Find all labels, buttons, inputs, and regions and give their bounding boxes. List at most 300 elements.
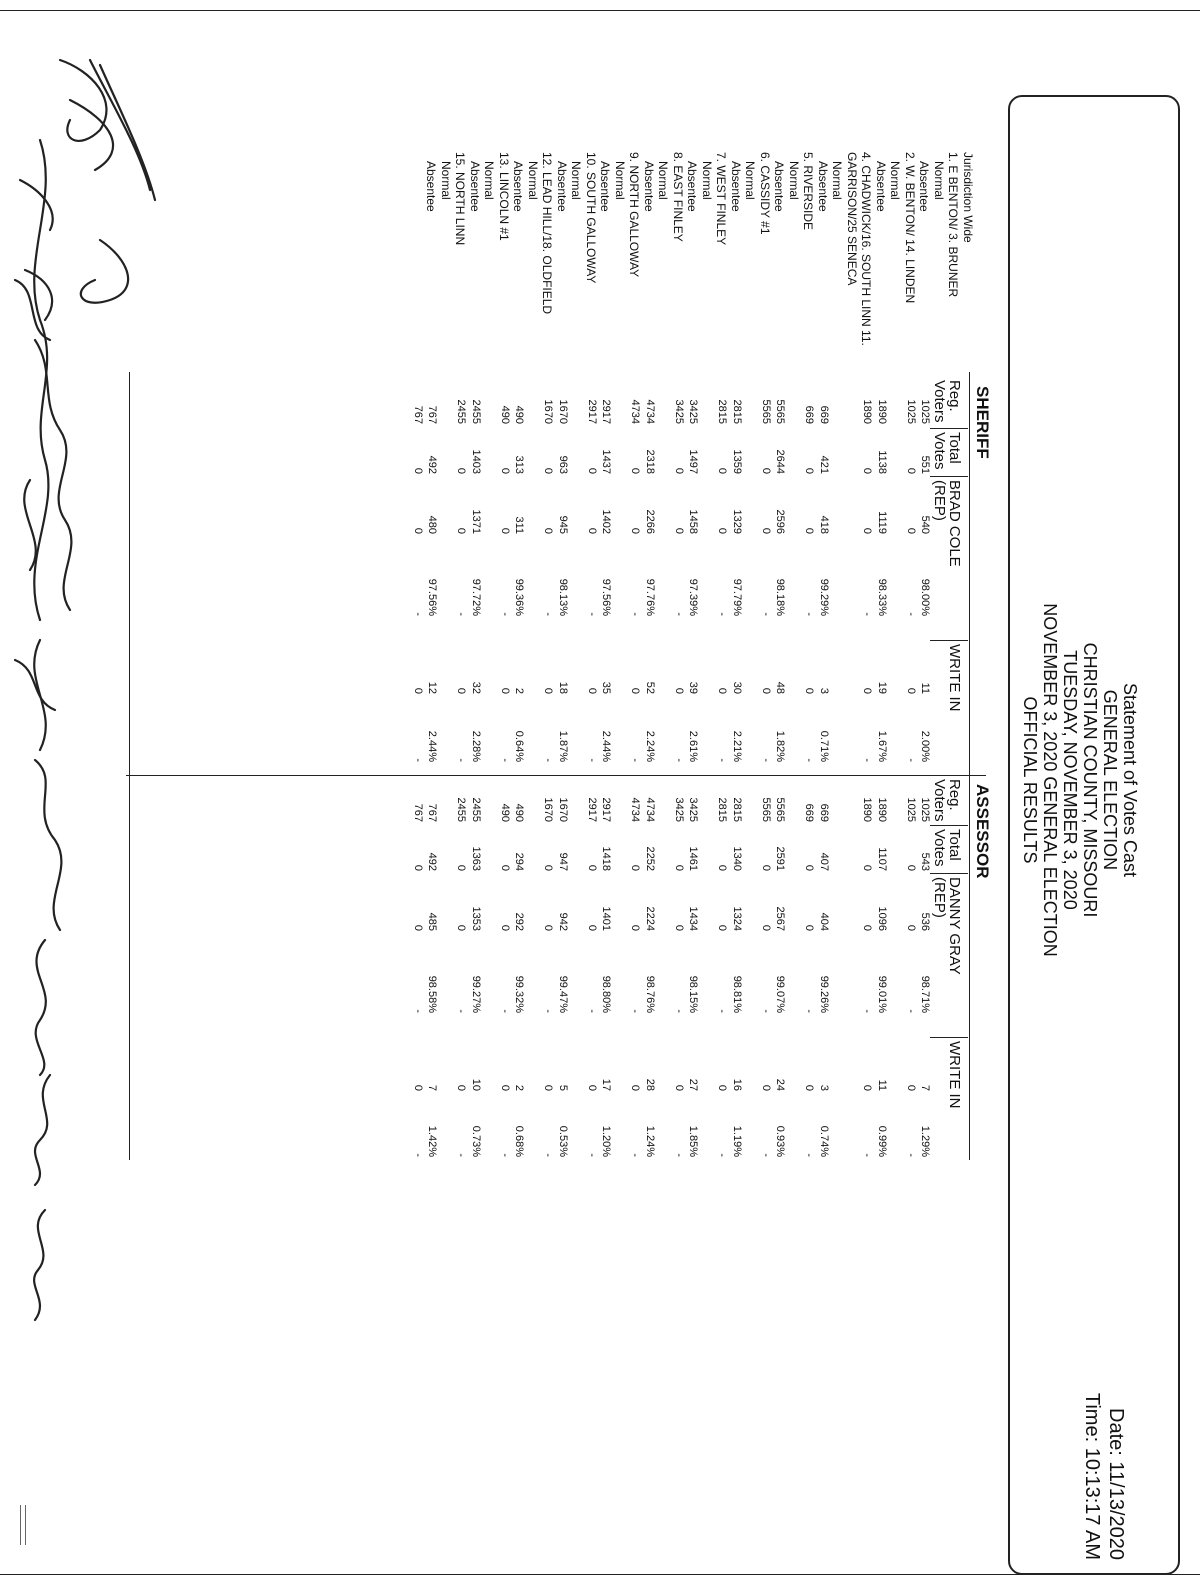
vote-cell: 4734 <box>629 399 642 424</box>
vote-cell: 2917 <box>600 797 613 822</box>
vote-cell: 0 <box>542 687 555 694</box>
sheriff-total-header: Total Votes <box>931 432 963 470</box>
vote-cell: 1025 <box>905 399 917 424</box>
vote-cell: 97.56% <box>600 578 613 616</box>
assessor-reg-header: Reg. Voters <box>931 779 963 822</box>
sheriff-total-votes-column <box>411 430 948 474</box>
vote-cell: 98.71% <box>919 975 932 1013</box>
precinct-spacer <box>527 827 542 871</box>
vote-cell: 0.64% <box>513 730 526 762</box>
vote-cell: 294 <box>513 852 526 871</box>
precinct-spacer <box>744 1039 759 1091</box>
vote-cell: 2.28% <box>470 730 482 762</box>
vote-cell: - <box>803 1009 816 1013</box>
vote-cell: 2644 <box>774 449 787 474</box>
vote-cell: - <box>586 1009 598 1013</box>
precinct-spacer <box>440 770 455 822</box>
precinct-name: 1. E BENTON/ 3. BRUNER <box>946 152 961 298</box>
assessor-writein-header: WRITE IN <box>946 1041 963 1109</box>
vote-cell: 1.24% <box>644 1125 656 1157</box>
vote-cell: 0 <box>803 864 816 871</box>
precinct-spacer <box>614 875 629 931</box>
vote-cell: 5565 <box>760 399 772 424</box>
vote-cell: 0 <box>861 924 874 931</box>
precinct-spacer <box>657 933 672 1013</box>
vote-cell: 0 <box>716 924 729 931</box>
precinct-spacer <box>614 430 629 474</box>
vote-cell: 0 <box>412 527 424 534</box>
precinct-spacer <box>483 827 498 871</box>
precinct-spacer <box>788 933 803 1013</box>
vote-cell: 97.79% <box>731 578 743 616</box>
vote-cell: 2815 <box>716 399 729 424</box>
precinct-spacer <box>701 696 716 762</box>
vote-cell: 2 <box>513 687 526 694</box>
vote-cell: 0 <box>542 924 555 931</box>
vote-cell: 0 <box>803 467 816 474</box>
sheriff-reg-voters-column <box>411 372 948 424</box>
signature-stroke <box>34 1210 45 1320</box>
vote-cell: 0 <box>760 924 772 931</box>
precinct-spacer <box>657 372 672 424</box>
vote-cell: 1107 <box>876 847 888 871</box>
vote-cell: 1096 <box>876 906 888 931</box>
sheriff-writein-pct-column <box>411 696 948 762</box>
vote-cell: 292 <box>513 912 526 931</box>
vote-cell: 0 <box>673 527 685 534</box>
precinct-spacer <box>933 478 948 534</box>
precinct-spacer <box>788 478 803 534</box>
vote-cell: 1458 <box>687 509 700 534</box>
precinct-spacer <box>440 1093 455 1157</box>
vote-cell: 0.53% <box>557 1125 569 1157</box>
vote-cell: 669 <box>803 803 816 822</box>
vote-cell: - <box>861 758 874 762</box>
vote-cell: - <box>716 1153 729 1157</box>
vote-cell: 947 <box>557 852 569 871</box>
vote-cell: 98.18% <box>774 578 787 616</box>
vote-cell: 0.73% <box>470 1125 482 1157</box>
precinct-spacer <box>614 696 629 762</box>
vote-cell: 7 <box>919 1084 932 1091</box>
vote-cell: 0 <box>716 527 729 534</box>
col-divider <box>930 428 968 429</box>
vote-cell: 2917 <box>586 399 598 424</box>
precinct-spacer <box>657 827 672 871</box>
ballot-type-label: Normal <box>743 161 758 200</box>
vote-cell: - <box>760 1009 772 1013</box>
ballot-type-label: Normal <box>787 161 801 200</box>
vote-cell: 0 <box>499 687 511 694</box>
vote-cell: 1025 <box>919 797 932 822</box>
precinct-spacer <box>440 372 455 424</box>
report-time: Time: 10:13:17 AM <box>1081 1392 1103 1560</box>
precinct-spacer <box>933 696 948 762</box>
vote-cell: 1353 <box>470 906 482 931</box>
precinct-name: 5. RIVERSIDE <box>801 152 816 231</box>
vote-cell: 2815 <box>716 797 729 822</box>
vote-cell: 2252 <box>644 846 656 871</box>
precinct-spacer <box>657 875 672 931</box>
vote-cell: 0 <box>586 687 598 694</box>
vote-cell: 98.00% <box>919 578 932 616</box>
ballot-type-label: Absentee <box>511 161 526 212</box>
vote-cell: - <box>716 1009 729 1013</box>
vote-cell: 97.56% <box>426 578 439 616</box>
signature-stroke <box>24 480 46 750</box>
jurisdiction-header: Jurisdiction Wide <box>961 152 975 243</box>
vote-cell: 2567 <box>774 906 787 931</box>
precinct-spacer <box>657 478 672 534</box>
precinct-spacer <box>440 478 455 534</box>
precinct-spacer <box>657 536 672 616</box>
vote-cell: 1324 <box>731 906 743 931</box>
vote-cell: 7 <box>426 1084 439 1091</box>
precinct-spacer <box>527 430 542 474</box>
precinct-spacer <box>744 536 759 616</box>
precinct-spacer <box>831 933 860 1013</box>
vote-cell: 0 <box>760 527 772 534</box>
precinct-spacer <box>483 933 498 1013</box>
precinct-spacer <box>527 642 542 694</box>
precinct-spacer <box>440 696 455 762</box>
assessor-writein-pct-column <box>411 1093 948 1157</box>
vote-cell: 99.01% <box>876 975 888 1013</box>
handwritten-signatures <box>0 40 190 1080</box>
precinct-spacer <box>527 1039 542 1091</box>
col-divider <box>930 640 968 641</box>
vote-cell: 99.29% <box>818 578 830 616</box>
vote-cell: 98.76% <box>644 975 656 1013</box>
vote-cell: 2.24% <box>644 730 656 762</box>
vote-cell: 0 <box>861 687 874 694</box>
ballot-type-label: Normal <box>888 161 903 200</box>
precinct-spacer <box>831 1093 860 1157</box>
precinct-spacer <box>570 827 585 871</box>
sheriff-reg-header: Reg. Voters <box>931 380 963 423</box>
precinct-spacer <box>933 372 948 424</box>
precinct-spacer <box>788 1039 803 1091</box>
precinct-spacer <box>933 827 948 871</box>
vote-cell: 0 <box>455 924 468 931</box>
vote-cell: 1670 <box>557 797 569 822</box>
vote-cell: 48 <box>774 681 787 694</box>
vote-cell: 5565 <box>774 797 787 822</box>
vote-cell: 2.44% <box>426 730 439 762</box>
precinct-name: 8. EAST FINLEY <box>671 152 685 242</box>
vote-cell: - <box>905 612 917 616</box>
precinct-spacer <box>440 430 455 474</box>
precinct-spacer <box>933 933 948 1013</box>
vote-cell: 669 <box>818 405 830 424</box>
vote-cell: - <box>412 1153 424 1157</box>
precinct-spacer <box>614 1039 629 1091</box>
vote-cell: 1890 <box>861 399 874 424</box>
vote-cell: - <box>542 1153 555 1157</box>
ballot-type-label: Absentee <box>729 161 743 212</box>
precinct-name: 12. LEAD HILL/18. OLDFIELD <box>540 152 555 315</box>
precinct-spacer <box>744 1093 759 1157</box>
vote-cell: - <box>629 1153 642 1157</box>
precinct-spacer <box>614 770 629 822</box>
precinct-spacer <box>440 1039 455 1091</box>
vote-cell: 1138 <box>876 450 888 474</box>
vote-cell: 99.26% <box>818 975 830 1013</box>
vote-cell: 669 <box>803 405 816 424</box>
col-divider <box>930 1037 968 1038</box>
vote-cell: 0 <box>905 467 917 474</box>
precinct-spacer <box>527 875 542 931</box>
election-date: TUESDAY, NOVEMBER 3, 2020 <box>1060 650 1080 910</box>
vote-cell: 313 <box>513 455 526 474</box>
precinct-spacer <box>527 1093 542 1157</box>
precinct-spacer <box>527 372 542 424</box>
vote-cell: 490 <box>513 803 526 822</box>
col-divider <box>930 873 968 874</box>
precinct-spacer <box>788 372 803 424</box>
precinct-spacer <box>483 478 498 534</box>
vote-cell: 0 <box>586 1084 598 1091</box>
vote-cell: 0 <box>499 527 511 534</box>
precinct-spacer <box>831 536 860 616</box>
vote-cell: 2596 <box>774 509 787 534</box>
vote-cell: 0 <box>673 1084 685 1091</box>
vote-cell: 1461 <box>687 846 700 871</box>
vote-cell: 0 <box>716 687 729 694</box>
vote-cell: 98.15% <box>687 975 700 1013</box>
vote-cell: 1329 <box>731 509 743 534</box>
vote-cell: 0 <box>673 924 685 931</box>
vote-cell: 1119 <box>876 511 888 534</box>
precinct-spacer <box>440 827 455 871</box>
vote-cell: 39 <box>687 681 700 694</box>
vote-cell: 0 <box>455 527 468 534</box>
vote-cell: 0.68% <box>513 1125 526 1157</box>
vote-cell: 99.27% <box>470 975 482 1013</box>
precinct-name: 4. CHADWICK/16. SOUTH LINN 11. GARRISON/25 SENECA <box>845 152 874 346</box>
vote-cell: - <box>803 758 816 762</box>
header-rule <box>969 372 970 1160</box>
vote-cell: 0 <box>760 467 772 474</box>
vote-cell: 0 <box>905 924 917 931</box>
precinct-spacer <box>570 430 585 474</box>
vote-cell: - <box>760 1153 772 1157</box>
vote-cell: 97.72% <box>470 578 482 616</box>
vote-cell: - <box>412 1009 424 1013</box>
precinct-spacer <box>889 536 904 616</box>
precinct-name: 2. W. BENTON/ 14. LINDEN <box>903 152 917 304</box>
vote-cell: 99.36% <box>513 578 526 616</box>
vote-cell: 492 <box>426 455 439 474</box>
precinct-spacer <box>483 875 498 931</box>
vote-cell: 0 <box>673 864 685 871</box>
sheriff-writein-votes-column <box>411 642 948 694</box>
precinct-spacer <box>701 933 716 1013</box>
vote-cell: - <box>629 612 642 616</box>
vote-cell: 0 <box>905 1084 917 1091</box>
vote-cell: 98.80% <box>600 975 613 1013</box>
ballot-type-label: Normal <box>526 161 540 200</box>
vote-cell: 2455 <box>470 399 482 424</box>
vote-cell: 52 <box>644 681 656 694</box>
vote-cell: 0 <box>803 924 816 931</box>
vote-cell: 12 <box>426 681 439 694</box>
vote-cell: - <box>629 758 642 762</box>
ballot-type-label: Absentee <box>424 161 439 212</box>
vote-cell: 18 <box>557 681 569 694</box>
vote-cell: 97.76% <box>644 578 656 616</box>
precinct-spacer <box>744 875 759 931</box>
vote-cell: 942 <box>557 912 569 931</box>
vote-cell: 0 <box>542 467 555 474</box>
precinct-spacer <box>744 430 759 474</box>
vote-cell: 0 <box>586 924 598 931</box>
sheriff-candidate-header: BRAD COLE (REP) <box>931 480 963 567</box>
precinct-spacer <box>701 536 716 616</box>
ballot-type-label: Normal <box>613 161 627 200</box>
signature-stroke <box>35 340 71 610</box>
vote-cell: 28 <box>644 1078 656 1091</box>
vote-cell: 1371 <box>470 509 482 534</box>
col-divider <box>930 476 968 477</box>
precinct-spacer <box>570 536 585 616</box>
precinct-spacer <box>933 770 948 822</box>
vote-cell: 32 <box>470 681 482 694</box>
vote-cell: 1.85% <box>687 1125 700 1157</box>
precinct-spacer <box>831 478 860 534</box>
vote-cell: 0 <box>542 1084 555 1091</box>
vote-cell: 0 <box>586 467 598 474</box>
precinct-spacer <box>570 1039 585 1091</box>
vote-cell: 0 <box>760 687 772 694</box>
precinct-spacer <box>570 642 585 694</box>
vote-cell: 2591 <box>774 846 787 871</box>
vote-cell: 0 <box>629 527 642 534</box>
precinct-spacer <box>744 642 759 694</box>
vote-cell: 3425 <box>687 399 700 424</box>
vote-cell: 0 <box>716 864 729 871</box>
vote-cell: 2266 <box>644 509 656 534</box>
vote-cell: - <box>673 1009 685 1013</box>
precinct-spacer <box>483 1039 498 1091</box>
signature-stroke <box>35 1075 50 1185</box>
precinct-spacer <box>933 875 948 931</box>
vote-cell: 3 <box>818 1084 830 1091</box>
vote-cell: 3425 <box>687 797 700 822</box>
vote-cell: 0 <box>861 527 874 534</box>
sheriff-title: SHERIFF <box>973 386 992 459</box>
precinct-name: 10. SOUTH GALLOWAY <box>584 152 598 284</box>
vote-cell: - <box>586 612 598 616</box>
vote-cell: 480 <box>426 515 439 534</box>
vote-cell: 0 <box>455 467 468 474</box>
precinct-spacer <box>788 1093 803 1157</box>
assessor-title: ASSESSOR <box>973 784 992 879</box>
sheriff-writein-header: WRITE IN <box>946 644 963 712</box>
precinct-spacer <box>657 696 672 762</box>
precinct-spacer <box>657 1093 672 1157</box>
vote-cell: 2455 <box>470 797 482 822</box>
precinct-spacer <box>614 536 629 616</box>
precinct-name: 6. CASSIDY #1 <box>758 152 772 235</box>
vote-cell: 17 <box>600 1078 613 1091</box>
precinct-spacer <box>614 478 629 534</box>
precinct-spacer <box>831 372 860 424</box>
ballot-type-label: Normal <box>700 161 714 200</box>
precinct-spacer <box>744 827 759 871</box>
vote-cell: 485 <box>426 912 439 931</box>
precinct-name: 9. NORTH GALLOWAY <box>627 152 642 278</box>
precinct-spacer <box>933 1039 948 1091</box>
vote-cell: 767 <box>412 803 424 822</box>
vote-cell: - <box>586 758 598 762</box>
vote-cell: 3 <box>818 687 830 694</box>
vote-cell: 1670 <box>557 399 569 424</box>
ballot-type-label: Absentee <box>772 161 787 212</box>
vote-cell: 99.47% <box>557 975 569 1013</box>
vote-cell: - <box>760 612 772 616</box>
vote-cell: 1359 <box>731 449 743 474</box>
vote-cell: - <box>673 1153 685 1157</box>
vote-cell: 1403 <box>470 449 482 474</box>
vote-cell: - <box>905 1153 917 1157</box>
ballot-type-label: Normal <box>439 161 453 200</box>
vote-cell: 1.82% <box>774 730 787 762</box>
assessor-candidate-votes-column <box>411 875 948 931</box>
precinct-spacer <box>527 696 542 762</box>
ballot-type-label: Normal <box>569 161 584 200</box>
precinct-spacer <box>483 642 498 694</box>
precinct-spacer <box>933 430 948 474</box>
vote-cell: - <box>499 1153 511 1157</box>
vote-cell: 0 <box>861 864 874 871</box>
vote-cell: - <box>412 758 424 762</box>
vote-cell: 0.71% <box>818 730 830 762</box>
vote-cell: 2815 <box>731 399 743 424</box>
precinct-spacer <box>701 478 716 534</box>
vote-cell: 0 <box>760 1084 772 1091</box>
vote-cell: 98.81% <box>731 975 743 1013</box>
precinct-spacer <box>657 642 672 694</box>
vote-cell: 1437 <box>600 449 613 474</box>
precinct-spacer <box>483 696 498 762</box>
vote-cell: - <box>760 758 772 762</box>
official-results: OFFICIAL RESULTS <box>1020 696 1040 864</box>
vote-cell: 311 <box>513 516 526 534</box>
vote-cell: 5565 <box>760 797 772 822</box>
vote-cell: 2.21% <box>731 730 743 762</box>
vote-cell: - <box>673 612 685 616</box>
assessor-candidate-header: DANNY GRAY (REP) <box>931 877 963 975</box>
vote-cell: 540 <box>919 515 932 534</box>
vote-cell: 1434 <box>687 906 700 931</box>
precinct-spacer <box>889 372 904 424</box>
vote-cell: 0 <box>455 687 468 694</box>
vote-cell: 407 <box>818 852 830 871</box>
precinct-spacer <box>889 770 904 822</box>
signature-stroke <box>36 940 46 1075</box>
precinct-spacer <box>701 430 716 474</box>
precinct-spacer <box>440 536 455 616</box>
vote-cell: 98.13% <box>557 578 569 616</box>
vote-cell: - <box>455 612 468 616</box>
vote-cell: 0 <box>499 1084 511 1091</box>
vote-cell: - <box>455 758 468 762</box>
vote-cell: 2917 <box>600 399 613 424</box>
ballot-type-label: Absentee <box>555 161 569 212</box>
vote-cell: 4734 <box>629 797 642 822</box>
vote-cell: 0 <box>586 864 598 871</box>
